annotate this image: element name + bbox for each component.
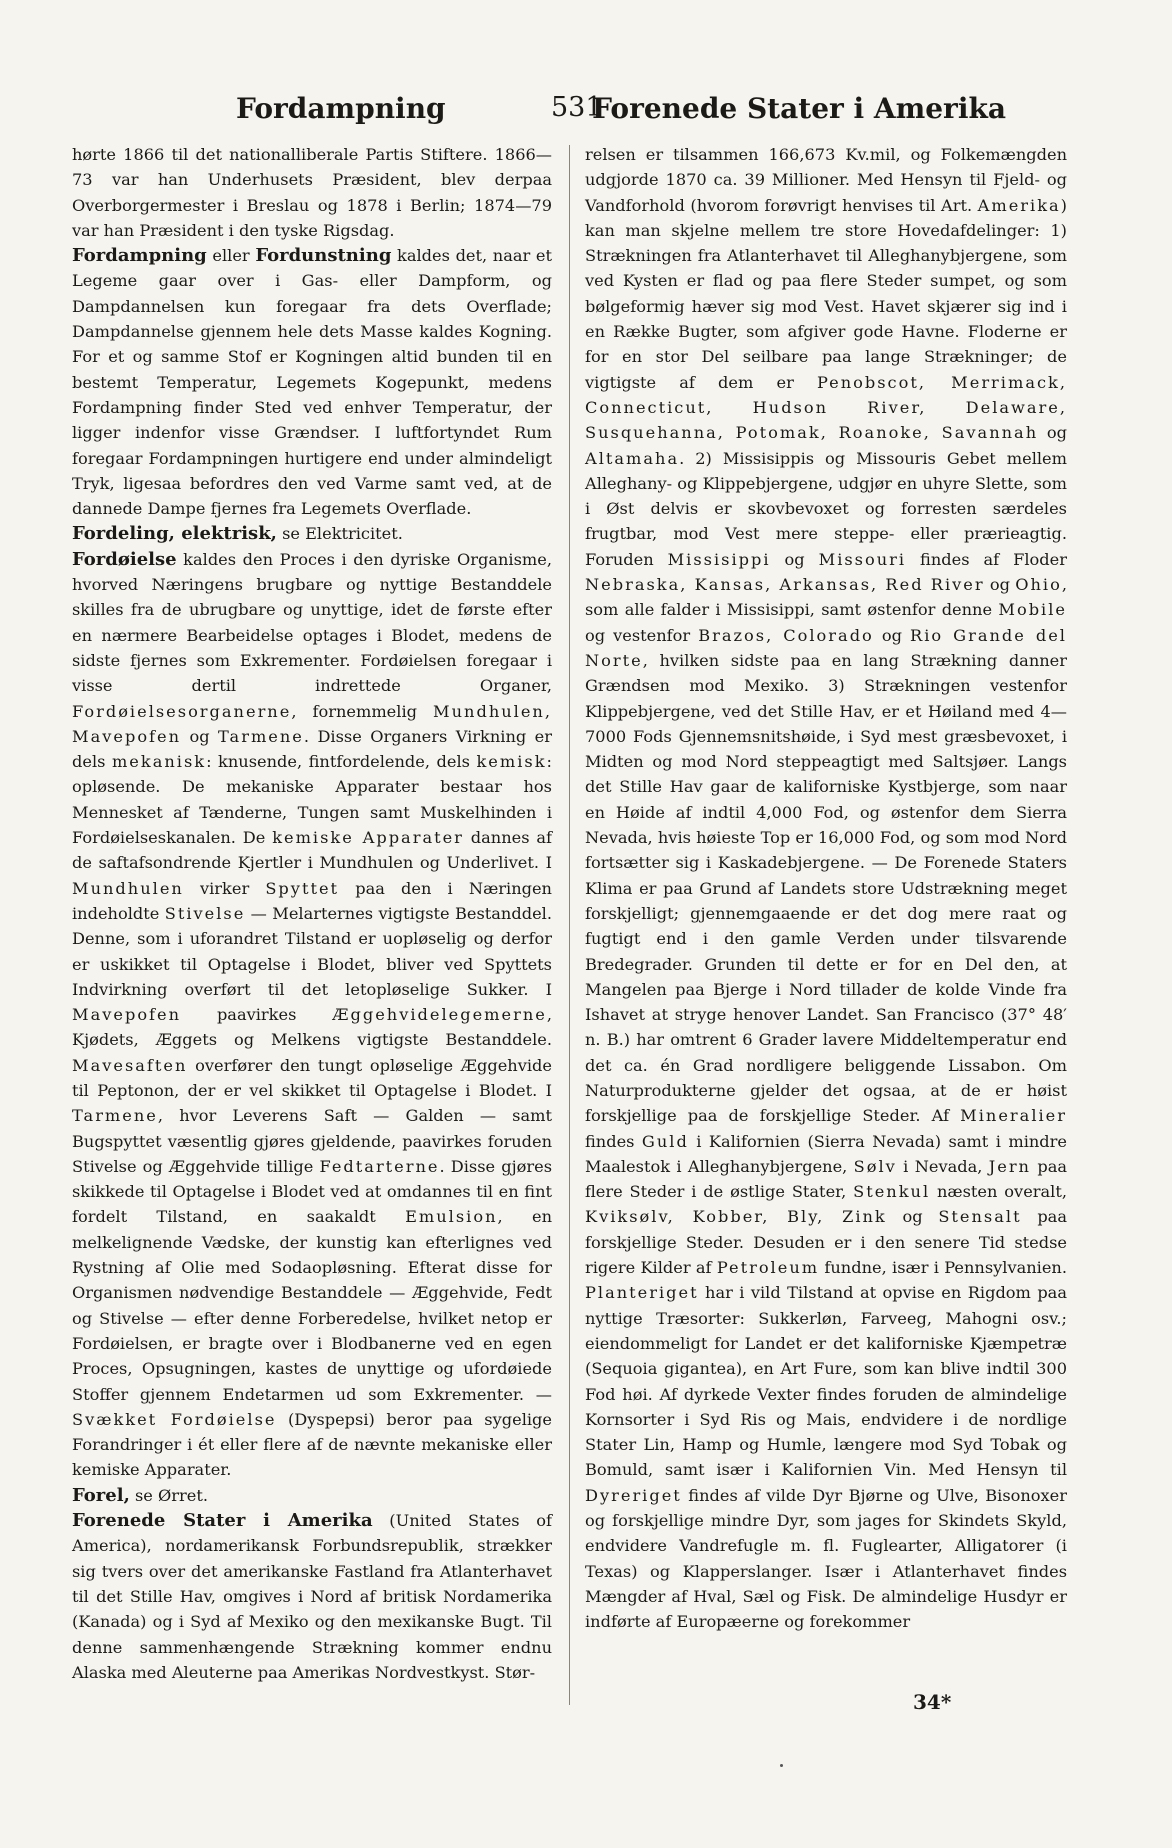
entry-fordampning (72, 243, 552, 521)
entry-text: kaldes det, naar et Legeme gaar over i Gas- eller Dampform, og Dampdannelsen kun foregaar fra dets Overflade; Dampdannelse gjennem hele dets Masse kaldes Kogning. For et og samme Stof er Kogningen altid bunden til en bestemt Temperatur, Legemets Kogepunkt, medens Fordampning finder Sted ved enhver Temperatur, der ligger indenfor visse Grændser. I luftfortyndet Rum foregaar Fordampningen hurtigere end under almindeligt Tryk, ligesaa befordres den ved Varme samt ved, at de dannede Dampe fjernes fra Legemets Overflade. (72, 246, 552, 519)
entry-text: findes (585, 1131, 642, 1151)
page-header (236, 92, 1006, 132)
entry-text: paa flere Steder i de østlige Stater, (585, 1156, 1067, 1202)
entry-forel (72, 1483, 552, 1508)
entry-fordeling (72, 521, 552, 546)
entry-text: eller (206, 246, 256, 266)
entry-fordoielse (72, 547, 552, 1483)
spaced-term: Mavesaften (72, 1055, 188, 1075)
entry-text: , hvilken sidste paa en lang Strækning danner Grændsen mod Mexiko. 3) Strækningen vestenfor Klippebjergene, ved det Stille Hav, er et Høiland med 4—7000 Fods Gjennemsnitshøide, i Syd mest græsbevoxet, i Midten og mod Nord steppeagtigt med Saltsjøer. Langs det Stille Hav gaar de kaliforniske Kystbjerge, som naar en Høide af indtil 4,000 Fod, og østenfor dem Sierra Nevada, hvis høieste Top er 16,000 Fod, og som mod Nord fortsætter sig i Kaskadebjergene. — De Forenede Staters Klima er paa Grund af Landets store Udstrækning meget forskjelligt; gjennemgaaende er det dog mere raat og fugtigt end i den gamle Verden under tilsvarende Bredegrader. Grunden til dette er for en Del den, at Mangelen paa Bjerge i Nord tillader de kolde Vinde fra Ishavet at stryge henover Landet. San Francisco (37° 48′ n. B.) har omtrent 6 Grader lavere Middeltemperatur end det ca. én Grad nordligere beliggende Lissabon. Om Naturprodukterne gjelder det ogsaa, at de er høist forskjellige paa de forskjellige Steder. Af (585, 650, 1067, 1126)
spaced-term: Petroleum (716, 1258, 820, 1278)
entry-forenede-stater-continued (585, 142, 1067, 1635)
spaced-term: Jern (988, 1156, 1031, 1176)
spaced-term: Ohio (1015, 575, 1062, 595)
entry-text: (Dyspepsi) beror paa sygelige Forandringer i ét eller flere af de nævnte mekaniske eller kemiske Apparater. (72, 1409, 552, 1480)
entry-text: virker (183, 878, 266, 898)
running-head-right: Forenede Stater i Amerika (592, 92, 1006, 125)
entry-text: relsen er tilsammen 166,673 Kv.mil, og Folkemængden udgjorde 1870 ca. 39 Millioner. Med Hensyn til Fjeld- og Vandforhold (hvorom forøvrigt henvises til Art. (585, 145, 1067, 215)
headword: Fordøielse (72, 548, 177, 570)
spaced-term: mekanisk (111, 752, 207, 772)
headword: Forel, (72, 1484, 130, 1506)
spaced-term: Mundhulen (72, 878, 184, 898)
spaced-term: Penobscot, Merrimack, Connecticut, Hudson River, Delaware, Susquehanna, Potomak, Roanoke, Savannah (585, 372, 1067, 443)
spaced-term: Guld (641, 1131, 689, 1151)
entry-text: og (181, 726, 219, 746)
left-column (72, 142, 552, 1685)
spaced-term: Missisippi (667, 549, 771, 569)
entry-text: paa den i Næringen indeholdte (72, 878, 552, 923)
entry-text: dannes af de saftafsondrende Kjertler i Mundhulen og Underlivet. I (72, 828, 552, 873)
spaced-term: Kviksølv, Kobber, Bly, Zink (585, 1207, 887, 1227)
spaced-term: Brazos, Colorado (698, 625, 874, 645)
entry-text: , Kjødets, Æggets og Melkens vigtigste Bestanddele. (72, 1005, 552, 1050)
entry-text: se Elektricitet. (276, 524, 403, 544)
entry-text: — Melarternes vigtigste Bestanddel. Denne, som i uforandret Tilstand er uopløselig og derfor er uskikket til Optagelse i Blodet, bliver ved Spyttets Indvirkning overført til det letopløselige Sukker. I (72, 903, 552, 999)
spaced-term: kemiske Apparater (272, 828, 464, 848)
spaced-term: Mavepofen (72, 1005, 182, 1025)
spaced-term: Fedtarterne (319, 1156, 440, 1176)
entry-text: og (770, 549, 819, 569)
spaced-term: Altamaha (585, 448, 680, 468)
entry-text: se Ørret. (129, 1485, 208, 1505)
entry-text: , som alle falder i Missisippi, samt østenfor denne (585, 575, 1067, 620)
entry-text: , fornemmelig (291, 701, 434, 721)
spaced-term: Emulsion (405, 1207, 498, 1227)
spaced-term: Nebraska, Kansas, Arkansas, Red River (585, 575, 985, 595)
entry-text: . 2) Missisippis og Missouris Gebet mellem Alleghany- og Klippebjergene, udgjør en uhyre Slette, som i Øst delvis er skovbevoxet og forresten særdeles frugtbar, mod Vest mere steppe- eller prærieagtig. Foruden (585, 448, 1067, 569)
entry-text: overfører den tungt opløselige Æggehvide til Peptonon, der er vel skikket til Optagelse i Blodet. I (72, 1055, 552, 1100)
headword: Fordunstning (255, 245, 392, 267)
spaced-term: Sølv (853, 1156, 897, 1176)
entry-text: og vestenfor (585, 625, 699, 645)
entry-text: og (886, 1207, 939, 1227)
spaced-term: Svækket Fordøielse (72, 1409, 277, 1429)
entry-forenede-stater (72, 1508, 552, 1685)
entry-text: næsten overalt, (930, 1182, 1067, 1202)
entry-text: (United States of America), nordamerikansk Forbundsrepublik, strækker sig tvers over det amerikanske Fastland fra Atlanterhavet til det Stille Hav, omgives i Nord af britisk Nordamerika (Kanada) og i Syd af Mexiko og den mexikanske Bugt. Til denne sammenhængende Strækning kommer endnu Alaska med Aleuterne paa Amerikas Nordvestkyst. Stør- (72, 1511, 552, 1682)
entry-text: og (984, 575, 1016, 595)
spaced-term: Amerika (977, 195, 1061, 215)
running-head-left: Fordampning (236, 92, 446, 125)
entry-text: kaldes den Proces i den dyriske Organisme, hvorved Næringens brugbare og nyttige Bestanddele skilles fra de ubrugbare og unyttige, idet de første efter en nærmere Bearbeidelse optages i Blodet, medens de sidste fjernes som Exkrementer. Fordøielsen foregaar i visse dertil indrettede Organer, (72, 549, 552, 696)
column-divider (569, 145, 570, 1705)
entry-text: ) kan man skjelne mellem tre store Hovedafdelinger: 1) Strækningen fra Atlanterhavet til Alleghanybjergene, som ved Kysten er flad og paa flere Steder sumpet, og som bølgeformig hæver sig mod Vest. Havet skjærer sig ind i en Række Bugter, som afgiver gode Havne. Floderne er for en stor Del seilbare paa lange Strækninger; de vigtigste af dem er (585, 195, 1067, 392)
entry-continuation: hørte 1866 til det nationalliberale Partis Stiftere. 1866—73 var han Underhusets Præsident, blev derpaa Overborgermester i Breslau og 1878 i Berlin; 1874—79 var han Præsident i den tyske Rigsdag. (72, 145, 552, 240)
entry-text: : opløsende. De mekaniske Apparater bestaar hos Mennesket af Tænderne, Tungen samt Muskelhinden i Fordøielseskanalen. De (72, 752, 553, 848)
spaced-term: Tarmene (72, 1106, 158, 1126)
spaced-term: Tarmene (218, 726, 304, 746)
spaced-term: Mundhulen, Mavepofen (72, 701, 552, 746)
entry-text: . Disse Organers Virkning er dels (72, 726, 552, 772)
entry-text: og (873, 625, 910, 645)
spaced-term: kemisk (476, 752, 547, 772)
entry-text: har i vild Tilstand at opvise en Rigdom paa nyttige Træsorter: Sukkerløn, Farveeg, Mahogni osv.; eiendommeligt for Landet er det kaliforniske Kjæmpetræ (Sequoia gigantea), en Art Fure, som kan blive indtil 300 Fod høi. Af dyrkede Vexter findes foruden de almindelige Kornsorter i Syd Ris og Mais, endvidere i de nordlige Stater Lin, Hamp og Humle, længere mod Syd Tobak og Bomuld, samt især i Kalifornien Vin. Med Hensyn til (585, 1283, 1067, 1480)
headword: Forenede Stater i Amerika (72, 1510, 373, 1532)
spaced-term: Mobile (998, 600, 1067, 620)
entry-text: fundne, især i Pennsylvanien. (819, 1258, 1067, 1278)
spaced-term: Fordøielsesorganerne (72, 701, 292, 721)
spaced-term: Rio Grande del Norte (585, 625, 1067, 670)
spaced-term: Stivelse (164, 903, 246, 923)
signature-mark: 34* (913, 1690, 952, 1714)
spaced-term: Stensalt (938, 1207, 1022, 1227)
entry-text: . Disse gjøres skikkede til Optagelse i Blodet ved at omdannes til en fint fordelt Tilstand, en saakaldt (72, 1156, 552, 1227)
spaced-term: Spyttet (265, 878, 340, 898)
entry-text: , hvor Leverens Saft — Galden — samt Bugspyttet væsentlig gjøres gjeldende, paavirkes foruden Stivelse og Æggehvide tillige (72, 1106, 552, 1176)
spaced-term: Æggehvidelegemerne (332, 1005, 547, 1025)
spaced-term: Stenkul (853, 1182, 931, 1202)
spaced-term: Dyreriget (585, 1485, 682, 1505)
print-speck (780, 1764, 783, 1767)
entry-text: , en melkelignende Vædske, der kunstig kan efterlignes ved Rystning af Olie med Sodaopløsning. Efterat disse for Organismen nødvendige Bestanddele — Æggehvide, Fedt og Stivelse — efter denne Forberedelse, hvilket netop er Fordøielsen, er bragte over i Blodbanerne ved en egen Proces, Opsugningen, kastes de unyttige og ufordøiede Stoffer gjennem Endetarmen ud som Exkrementer. — (72, 1207, 552, 1404)
entry-text: og (1038, 423, 1067, 443)
headword: Fordampning (72, 245, 207, 267)
page-number: 531 (551, 92, 603, 123)
spaced-term: Missouri (818, 549, 907, 569)
right-column (585, 142, 1067, 1635)
entry-text: i Nevada, (896, 1156, 989, 1176)
entry-text: findes af vilde Dyr Bjørne og Ulve, Bisonoxer og forskjellige mindre Dyr, som jages for Skindets Skyld, endvidere Vandrefugle m. fl. Fuglearter, Alligatorer (i Texas) og Klapperslanger. Især i Atlanterhavet findes Mængder af Hval, Sæl og Fisk. De almindelige Husdyr er indførte af Europæerne og forekommer (585, 1485, 1067, 1632)
entry-text: findes af Floder (906, 549, 1067, 569)
entry-text: paa forskjellige Steder. Desuden er i den senere Tid stedse rigere Kilder af (585, 1207, 1067, 1278)
entry-text: i Kalifornien (Sierra Nevada) samt i mindre Maalestok i Alleghanybjergene, (585, 1131, 1067, 1176)
spaced-term: Planteriget (585, 1283, 699, 1303)
entry-text: paavirkes (181, 1005, 333, 1025)
spaced-term: Mineralier (960, 1106, 1067, 1126)
headword: Fordeling, elektrisk, (72, 523, 277, 545)
entry-text: : knusende, fintfordelende, dels (206, 752, 477, 772)
